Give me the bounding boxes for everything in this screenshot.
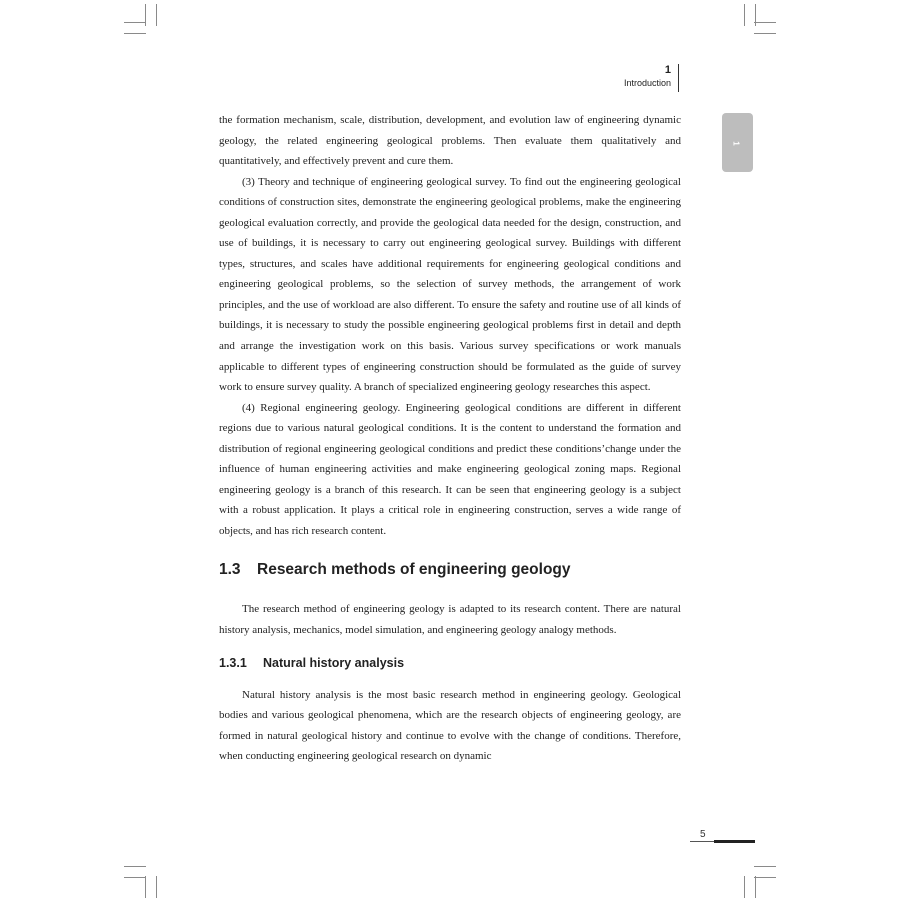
- running-header: [624, 64, 679, 92]
- crop-mark: [124, 22, 146, 23]
- crop-mark: [744, 4, 745, 26]
- crop-mark: [145, 4, 146, 26]
- crop-mark: [156, 4, 157, 26]
- crop-mark: [145, 876, 146, 898]
- crop-mark: [754, 866, 776, 867]
- subsection-heading: [219, 655, 681, 671]
- subsection-title: Natural history analysis: [263, 655, 405, 670]
- crop-mark: [124, 877, 146, 878]
- crop-mark: [124, 866, 146, 867]
- chapter-thumb-tab: [722, 113, 753, 172]
- section-title: Research methods of engineering geology: [257, 561, 571, 579]
- crop-mark: [156, 876, 157, 898]
- thumb-tab-label: 1: [731, 141, 741, 146]
- page-body: [219, 110, 681, 767]
- footer-rule: [690, 841, 714, 842]
- crop-mark: [754, 877, 776, 878]
- paragraph: The research method of engineering geology is adapted to its research content. There are natural history analysis, mechanics, model simulation, and engineering geology analogy methods.: [219, 603, 681, 637]
- crop-mark: [755, 4, 756, 26]
- footer-rule-bold: [714, 840, 755, 843]
- paragraph: Natural history analysis is the most basic research method in engineering geology. Geological bodies and various geological phenomena, which are the research objects of engineering geology, are formed in natural geological history and continue to evolve with the change of conditions. Therefore, when conducting engineering geological research on dynamic: [219, 688, 681, 763]
- crop-mark: [744, 876, 745, 898]
- chapter-title: Introduction: [623, 78, 671, 88]
- crop-mark: [754, 22, 776, 23]
- paragraph: (4) Regional engineering geology. Engineering geological conditions are different in different regions due to various natural geological conditions. It is the content to understand the formation and distribution of regional engineering geological conditions and predict these conditions’change under the influence of human engineering activities and make engineering geological zoning maps. Regional engineering geology is a branch of this research. It can be seen that engineering geology is a subject with a robust application. It plays a critical role in engineering construction, serves a wide range of objects, and has rich research content.: [219, 401, 681, 537]
- subsection-number: 1.3.1: [219, 655, 247, 670]
- crop-mark: [754, 33, 776, 34]
- paragraph: the formation mechanism, scale, distribution, development, and evolution law of engineering dynamic geology, the related engineering geological problems. Then evaluate them qualitatively and quantitatively, and effectively prevent and cure them.: [219, 114, 681, 168]
- chapter-number: 1: [664, 64, 671, 76]
- paragraph: (3) Theory and technique of engineering geological survey. To find out the engineering geological conditions of construction sites, demonstrate the engineering geological problems, make the engineering geological evaluation correctly, and provide the geological data needed for the design, construction, and use of buildings, it is necessary to carry out engineering geological survey. Buildings with different types, structures, and scales have additional requirements for engineering geological conditions and engineering geological problems, so the selection of survey methods, the arrangement of work principles, and the use of workload are also different. To ensure the safety and routine use of all kinds of buildings, it is necessary to study the possible engineering geological problems first in detail and depth and arrange the investigation work on this basis. Various survey specifications or work manuals applicable to different types of engineering construction should be formulated as the guide of survey work to ensure survey quality. A branch of specialized engineering geology researches this aspect.: [219, 175, 681, 394]
- section-heading: [219, 560, 681, 580]
- page-number: 5: [700, 829, 706, 840]
- section-number: 1.3: [219, 561, 241, 579]
- crop-mark: [124, 33, 146, 34]
- crop-mark: [755, 876, 756, 898]
